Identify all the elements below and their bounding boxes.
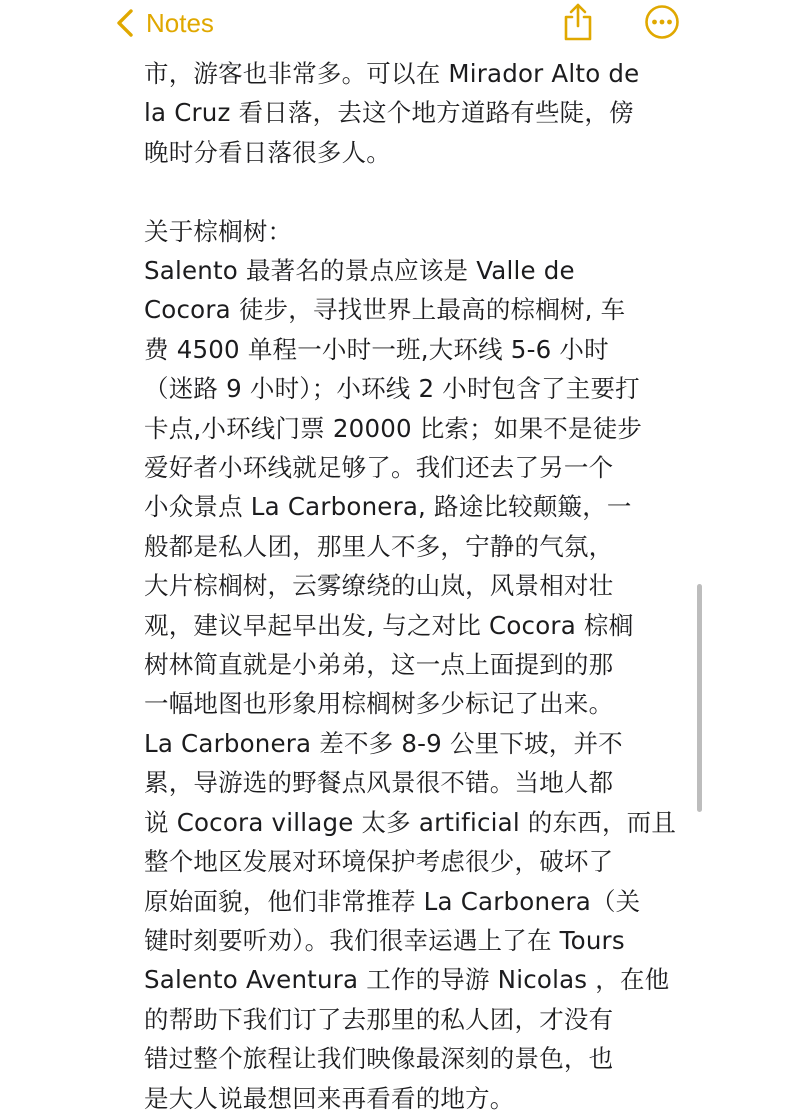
note-line: Salento Aventura 工作的导游 Nicolas ，在他 bbox=[144, 965, 670, 995]
note-line: la Cruz 看日落，去这个地方道路有些陡，傍 bbox=[144, 98, 634, 128]
paragraph-gap bbox=[144, 172, 678, 211]
scroll-indicator[interactable] bbox=[697, 584, 702, 812]
back-button-label: Notes bbox=[146, 7, 214, 38]
note-line: 卡点,小环线门票 20000 比索；如果不是徒步 bbox=[144, 413, 643, 443]
note-heading: 关于棕榈树： bbox=[144, 216, 293, 246]
note-line: 般都是私人团，那里人不多，宁静的气氛， bbox=[144, 531, 614, 561]
note-line: 大片棕榈树，云雾缭绕的山岚，风景相对壮 bbox=[144, 571, 614, 601]
note-line: 键时刻要听劝）。我们很幸运遇上了在 Tours bbox=[144, 925, 625, 955]
chevron-left-icon bbox=[114, 8, 136, 38]
navigation-bar bbox=[0, 0, 811, 52]
note-line: Cocora 徒步，寻找世界上最高的棕榈树, 车 bbox=[144, 295, 626, 325]
note-line: 累，导游选的野餐点风景很不错。当地人都 bbox=[144, 768, 614, 798]
note-line: 爱好者小环线就足够了。我们还去了另一个 bbox=[144, 453, 614, 483]
note-line: 原始面貌，他们非常推荐 La Carbonera（关 bbox=[144, 886, 641, 916]
note-line: 晚时分看日落很多人。 bbox=[144, 137, 391, 167]
note-line: 的帮助下我们订了去那里的私人团，才没有 bbox=[144, 1004, 614, 1034]
ellipsis-circle-icon[interactable] bbox=[644, 4, 680, 40]
back-button[interactable] bbox=[114, 6, 214, 40]
note-line: 观，建议早起早出发, 与之对比 Cocora 棕榈 bbox=[144, 610, 634, 640]
note-content[interactable] bbox=[144, 54, 678, 1118]
note-line: 整个地区发展对环境保护考虑很少，破坏了 bbox=[144, 847, 614, 877]
note-main-paragraph bbox=[144, 212, 678, 1118]
share-icon[interactable] bbox=[561, 2, 595, 42]
note-line: 是大人说最想回来再看看的地方。 bbox=[144, 1083, 515, 1113]
note-line: 树林简直就是小弟弟，这一点上面提到的那 bbox=[144, 650, 614, 680]
note-line: 市，游客也非常多。可以在 Mirador Alto de bbox=[144, 59, 640, 88]
note-line: （迷路 9 小时）；小环线 2 小时包含了主要打 bbox=[144, 374, 640, 404]
note-line: 费 4500 单程一小时一班,大环线 5-6 小时 bbox=[144, 334, 609, 364]
note-line: 一幅地图也形象用棕榈树多少标记了出来。 bbox=[144, 689, 614, 719]
note-line: 小众景点 La Carbonera, 路途比较颠簸，一 bbox=[144, 492, 632, 522]
note-top-paragraph bbox=[144, 54, 678, 172]
note-line: 错过整个旅程让我们映像最深刻的景色，也 bbox=[144, 1044, 614, 1074]
note-line: La Carbonera 差不多 8-9 公里下坡，并不 bbox=[144, 728, 623, 758]
note-line: Salento 最著名的景点应该是 Valle de bbox=[144, 256, 575, 286]
note-line: 说 Cocora village 太多 artificial 的东西，而且 bbox=[144, 807, 677, 837]
